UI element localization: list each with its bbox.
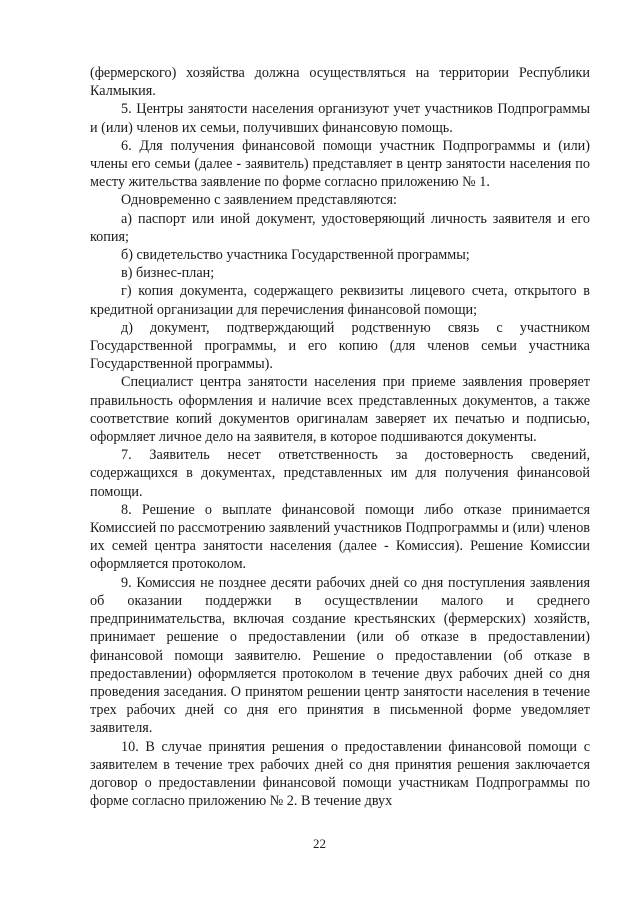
paragraph-item-7: 7. Заявитель несет ответственность за достоверность сведений, содержащихся в документах, представленных им для получения финансовой помощи.: [90, 447, 590, 500]
list-item-v: в) бизнес-план;: [121, 265, 215, 282]
paragraph-continuation: (фермерского) хозяйства должна осуществляться на территории Республики Калмыкия.: [90, 65, 590, 100]
paragraph-item-9: 9. Комиссия не позднее десяти рабочих дней со дня поступления заявления об оказании поддержки в осуществлении малого и среднего предпринимательства, включая создание крестьянских (фермерских) хозяйств, принимает решение о предоставлении (или об отказе в предоставлении) финансовой помощи заявителю. Решение о предоставлении (об отказе в предоставлении) оформляется протоколом в течение двух рабочих дней со дня проведения заседания. О принятом решении центр занятости населения в течение трех рабочих дней со дня его принятия в письменной форме уведомляет заявителя.: [90, 574, 590, 737]
paragraph-item-10: 10. В случае принятия решения о предоставлении финансовой помощи с заявителем в течение трех рабочих дней со дня принятия решения заключается договор о предоставлении финансовой помощи участникам Подпрограммы по форме согласно приложению № 2. В течение двух: [90, 738, 590, 810]
page-number: 22: [313, 836, 326, 851]
paragraph-specialist: Специалист центра занятости населения при приеме заявления проверяет правильность оформления и наличие всех представленных документов, а также соответствие копий документов оригиналам заверяет их печатью и подписью, оформляет личное дело на заявителя, в которое подшиваются документы.: [90, 374, 590, 446]
list-item-b: б) свидетельство участника Государственной программы;: [121, 247, 470, 264]
list-item-a: а) паспорт или иной документ, удостоверяющий личность заявителя и его копия;: [90, 210, 590, 245]
paragraph-documents-intro: Одновременно с заявлением представляются:: [121, 192, 397, 209]
list-item-d: д) документ, подтверждающий родственную связь с участником Государственной программы, и его копию (для членов семьи участника Государственной программы).: [90, 319, 590, 373]
paragraph-item-5: 5. Центры занятости населения организуют учет участников Подпрограммы и (или) членов их семьи, получивших финансовую помощь.: [90, 101, 590, 136]
list-item-g: г) копия документа, содержащего реквизиты лицевого счета, открытого в кредитной организации для перечисления финансовой помощи;: [90, 283, 590, 318]
paragraph-item-8: 8. Решение о выплате финансовой помощи либо отказе принимается Комиссией по рассмотрению заявлений участников Подпрограммы и (или) членов их семей центра занятости населения (далее - Комиссия). Решение Комиссии оформляется протоколом.: [90, 501, 590, 573]
paragraph-item-6: 6. Для получения финансовой помощи участник Подпрограммы и (или) члены его семьи (далее - заявитель) представляет в центр занятости населения по месту жительства заявление по форме согласно приложению № 1.: [90, 137, 590, 191]
document-body: [90, 64, 590, 810]
